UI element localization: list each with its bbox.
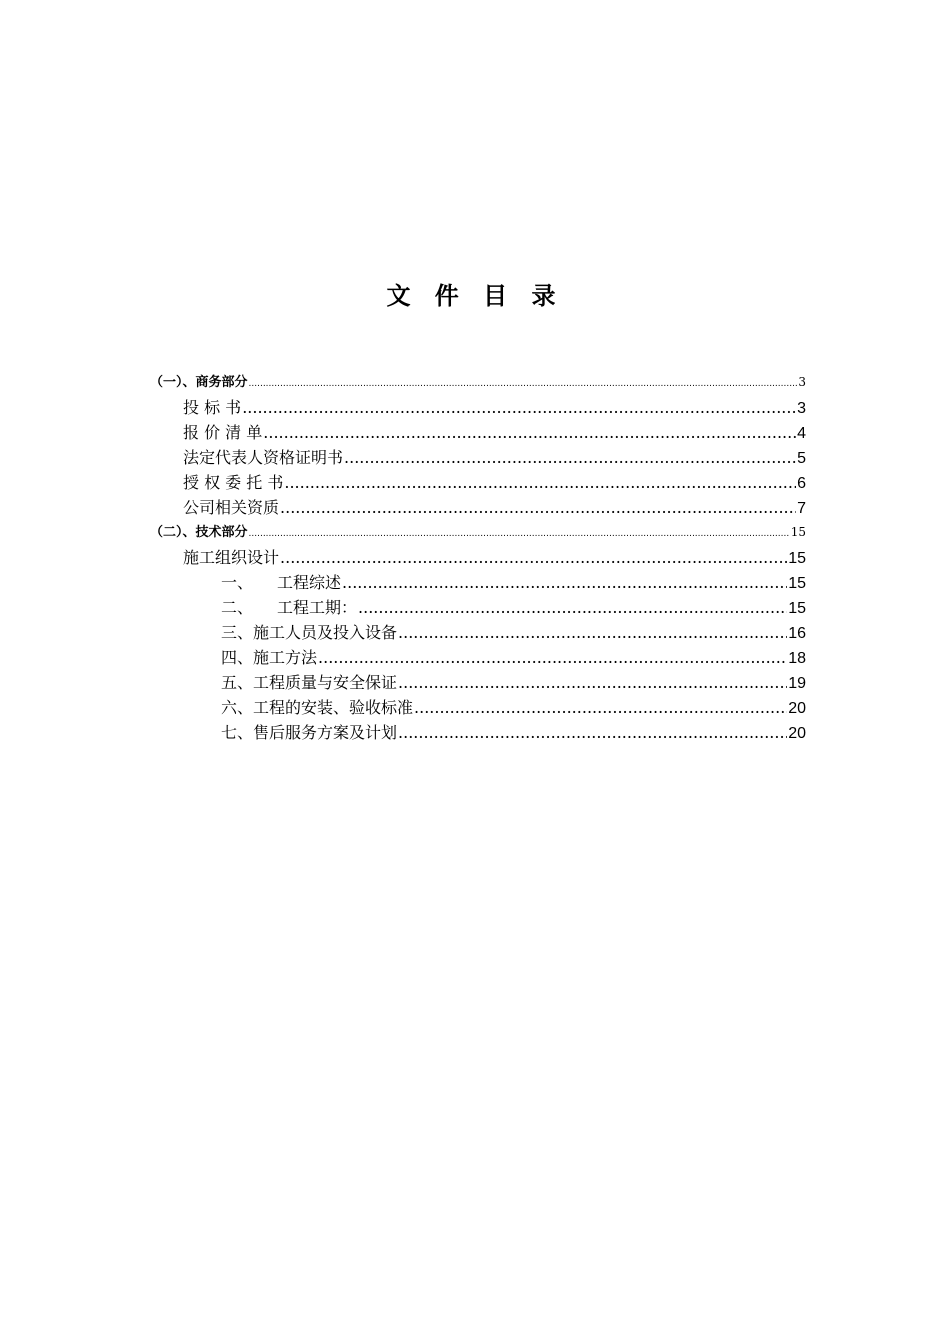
toc-entry-label: 七、售后服务方案及计划: [221, 723, 398, 742]
toc-entry-construction-design[interactable]: [150, 545, 806, 570]
toc-entry-business-section[interactable]: [150, 370, 806, 395]
toc-entry-technical-section[interactable]: [150, 520, 806, 545]
toc-entry-company-qualifications[interactable]: [150, 495, 806, 520]
toc-page-number: 18: [788, 650, 806, 667]
toc-entry-label: 六、工程的安装、验收标准: [221, 698, 414, 717]
toc-leader-dots: [342, 570, 787, 595]
toc-page-number: 7: [797, 500, 806, 517]
toc-entry-label: 公司相关资质: [183, 498, 280, 517]
page-title: 文 件 目 录: [386, 282, 564, 310]
table-of-contents: [150, 370, 806, 745]
toc-entry-label: [221, 595, 357, 620]
toc-leader-dots: [344, 445, 796, 470]
toc-entry-number: 一、: [221, 573, 254, 592]
toc-entry-construction-method[interactable]: [150, 645, 806, 670]
toc-page-number: 16: [788, 625, 806, 642]
toc-entry-label: 授 权 委 托 书: [183, 473, 284, 492]
toc-entry-label: （一）、商务部分: [150, 375, 248, 390]
toc-leader-dots: [414, 695, 787, 720]
toc-entry-label: 三、施工人员及投入设备: [221, 623, 398, 642]
toc-entry-label: [221, 570, 341, 595]
toc-leader-dots: [398, 670, 787, 695]
toc-entry-bid-letter[interactable]: [150, 395, 806, 420]
toc-entry-text: 工程工期：: [277, 598, 358, 617]
toc-page-number: 6: [797, 475, 806, 492]
toc-entry-text: 工程综述: [277, 573, 342, 592]
toc-leader-dots: [398, 620, 787, 645]
toc-page-number: 19: [788, 675, 806, 692]
toc-leader-dots: [263, 420, 796, 445]
toc-page-number: 15: [788, 600, 806, 617]
toc-entry-label: 法定代表人资格证明书: [183, 448, 344, 467]
toc-entry-project-schedule[interactable]: [150, 595, 806, 620]
toc-leader-dots: [249, 372, 798, 397]
toc-page-number: 15: [788, 575, 806, 592]
toc-entry-label: 施工组织设计: [183, 548, 280, 567]
toc-page-number: 20: [788, 725, 806, 742]
toc-entry-after-sales-service[interactable]: [150, 720, 806, 745]
toc-page-number: 15: [790, 525, 806, 539]
toc-entry-staff-equipment[interactable]: [150, 620, 806, 645]
toc-page-number: 15: [788, 550, 806, 567]
toc-page-number: 3: [798, 375, 806, 389]
toc-leader-dots: [249, 522, 790, 547]
toc-entry-label: （二）、技术部分: [150, 525, 248, 540]
toc-entry-power-of-attorney[interactable]: [150, 470, 806, 495]
toc-leader-dots: [280, 495, 796, 520]
toc-entry-project-overview[interactable]: [150, 570, 806, 595]
toc-entry-number: 二、: [221, 598, 254, 617]
toc-page-number: 20: [788, 700, 806, 717]
toc-leader-dots: [358, 595, 787, 620]
toc-page-number: 5: [797, 450, 806, 467]
toc-leader-dots: [242, 395, 796, 420]
toc-entry-legal-rep-certificate[interactable]: [150, 445, 806, 470]
toc-entry-installation-acceptance[interactable]: [150, 695, 806, 720]
toc-leader-dots: [398, 720, 787, 745]
toc-entry-label: 五、工程质量与安全保证: [221, 673, 398, 692]
toc-leader-dots: [284, 470, 796, 495]
toc-leader-dots: [280, 545, 787, 570]
toc-entry-quality-safety[interactable]: [150, 670, 806, 695]
toc-leader-dots: [318, 645, 787, 670]
toc-page-number: 3: [797, 400, 806, 417]
toc-entry-label: 四、施工方法: [221, 648, 318, 667]
toc-entry-label: 报 价 清 单: [183, 423, 263, 442]
toc-page-number: 4: [797, 425, 806, 442]
toc-entry-price-list[interactable]: [150, 420, 806, 445]
toc-entry-label: 投 标 书: [183, 398, 242, 417]
